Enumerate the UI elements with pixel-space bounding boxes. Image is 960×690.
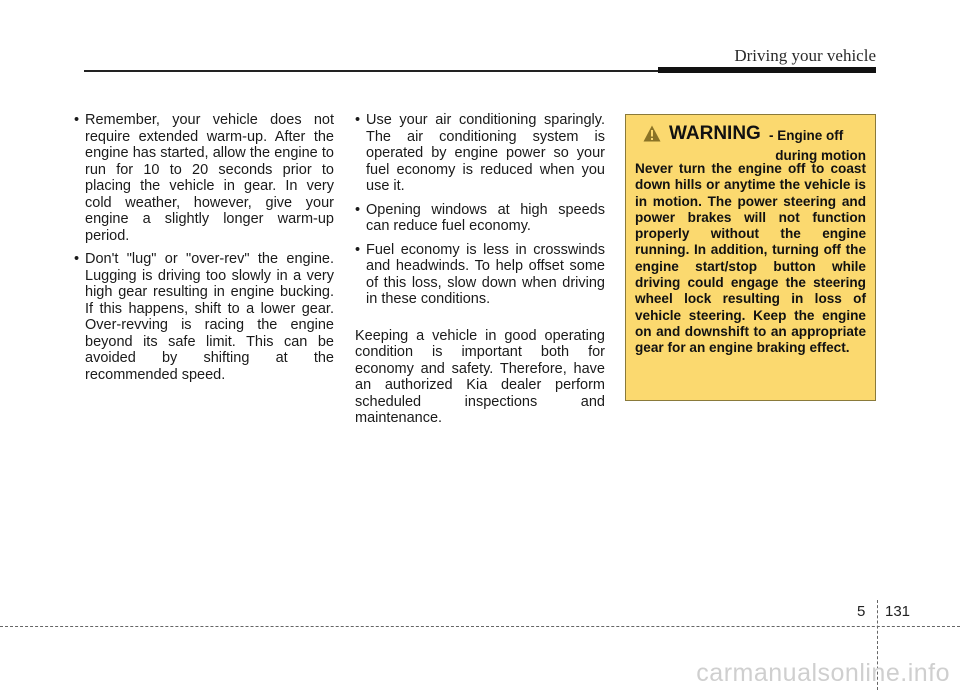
chapter-number: 5 [857, 603, 866, 620]
bullet-icon: • [355, 241, 361, 258]
list-item [74, 112, 334, 244]
bullet-icon: • [74, 251, 80, 267]
warning-body: Never turn the engine off to coast down hills or anytime the vehicle is in motion. The power steering and power brakes will not function properly without the engine running. In addition, turning off the engine start/stop button while driving could engage the steering wheel lock resulting in loss of vehicle steering. Keep the engine on and downshift to an appropriate gear for an engine braking effect. [635, 161, 866, 356]
bullet-text: Don't "lug" or "over-rev" the engine. Lugging is driving too slowly in a very high gear resulting in engine bucking. If this happens, shift to a lower gear. Over-revving is racing the engine beyond its safe limit. This can be avoided by shifting at the recommended speed. [85, 251, 334, 383]
list-item [355, 202, 605, 235]
bullet-text: Remember, your vehicle does not require extended warm-up. After the engine has started, allow the engine to run for 10 to 20 seconds prior to placing the vehicle in gear. In very cold weather, however, give your engine a slightly longer warm-up period. [85, 112, 334, 244]
bullet-text: Use your air conditioning sparingly. The air conditioning system is operated by engine power so your fuel economy is reduced when you use it. [366, 112, 605, 194]
header-title: Driving your vehicle [734, 46, 876, 65]
warning-subtitle: - Engine off [769, 128, 844, 143]
bullet-text: Opening windows at high speeds can reduce fuel economy. [366, 201, 605, 234]
left-column [74, 112, 334, 390]
bullet-icon: • [355, 201, 361, 218]
warning-subtitle-continued: during motion [775, 148, 866, 163]
left-bullet-list [74, 112, 334, 383]
warning-triangle-icon [643, 125, 661, 142]
middle-column [355, 112, 605, 427]
bullet-icon: • [74, 112, 80, 128]
list-item [355, 242, 605, 308]
header-rule-accent [658, 67, 876, 73]
list-item [355, 112, 605, 195]
bullet-icon: • [355, 112, 361, 128]
watermark: carmanualsonline.info [696, 659, 950, 687]
list-item [74, 251, 334, 383]
warning-box [625, 114, 876, 401]
warning-label: WARNING [669, 123, 761, 144]
middle-bullet-list [355, 112, 605, 308]
footer-rule [0, 626, 960, 627]
bullet-text: Fuel economy is less in crosswinds and headwinds. To help offset some of this loss, slow down when driving in these conditions. [366, 241, 605, 307]
maintenance-paragraph: Keeping a vehicle in good operating condition is important both for economy and safety. Therefore, have an authorized Kia dealer perform scheduled inspections and maintenance. [355, 327, 605, 426]
page-number: 131 [885, 603, 911, 620]
header-rule [84, 70, 660, 72]
warning-header [635, 123, 866, 161]
